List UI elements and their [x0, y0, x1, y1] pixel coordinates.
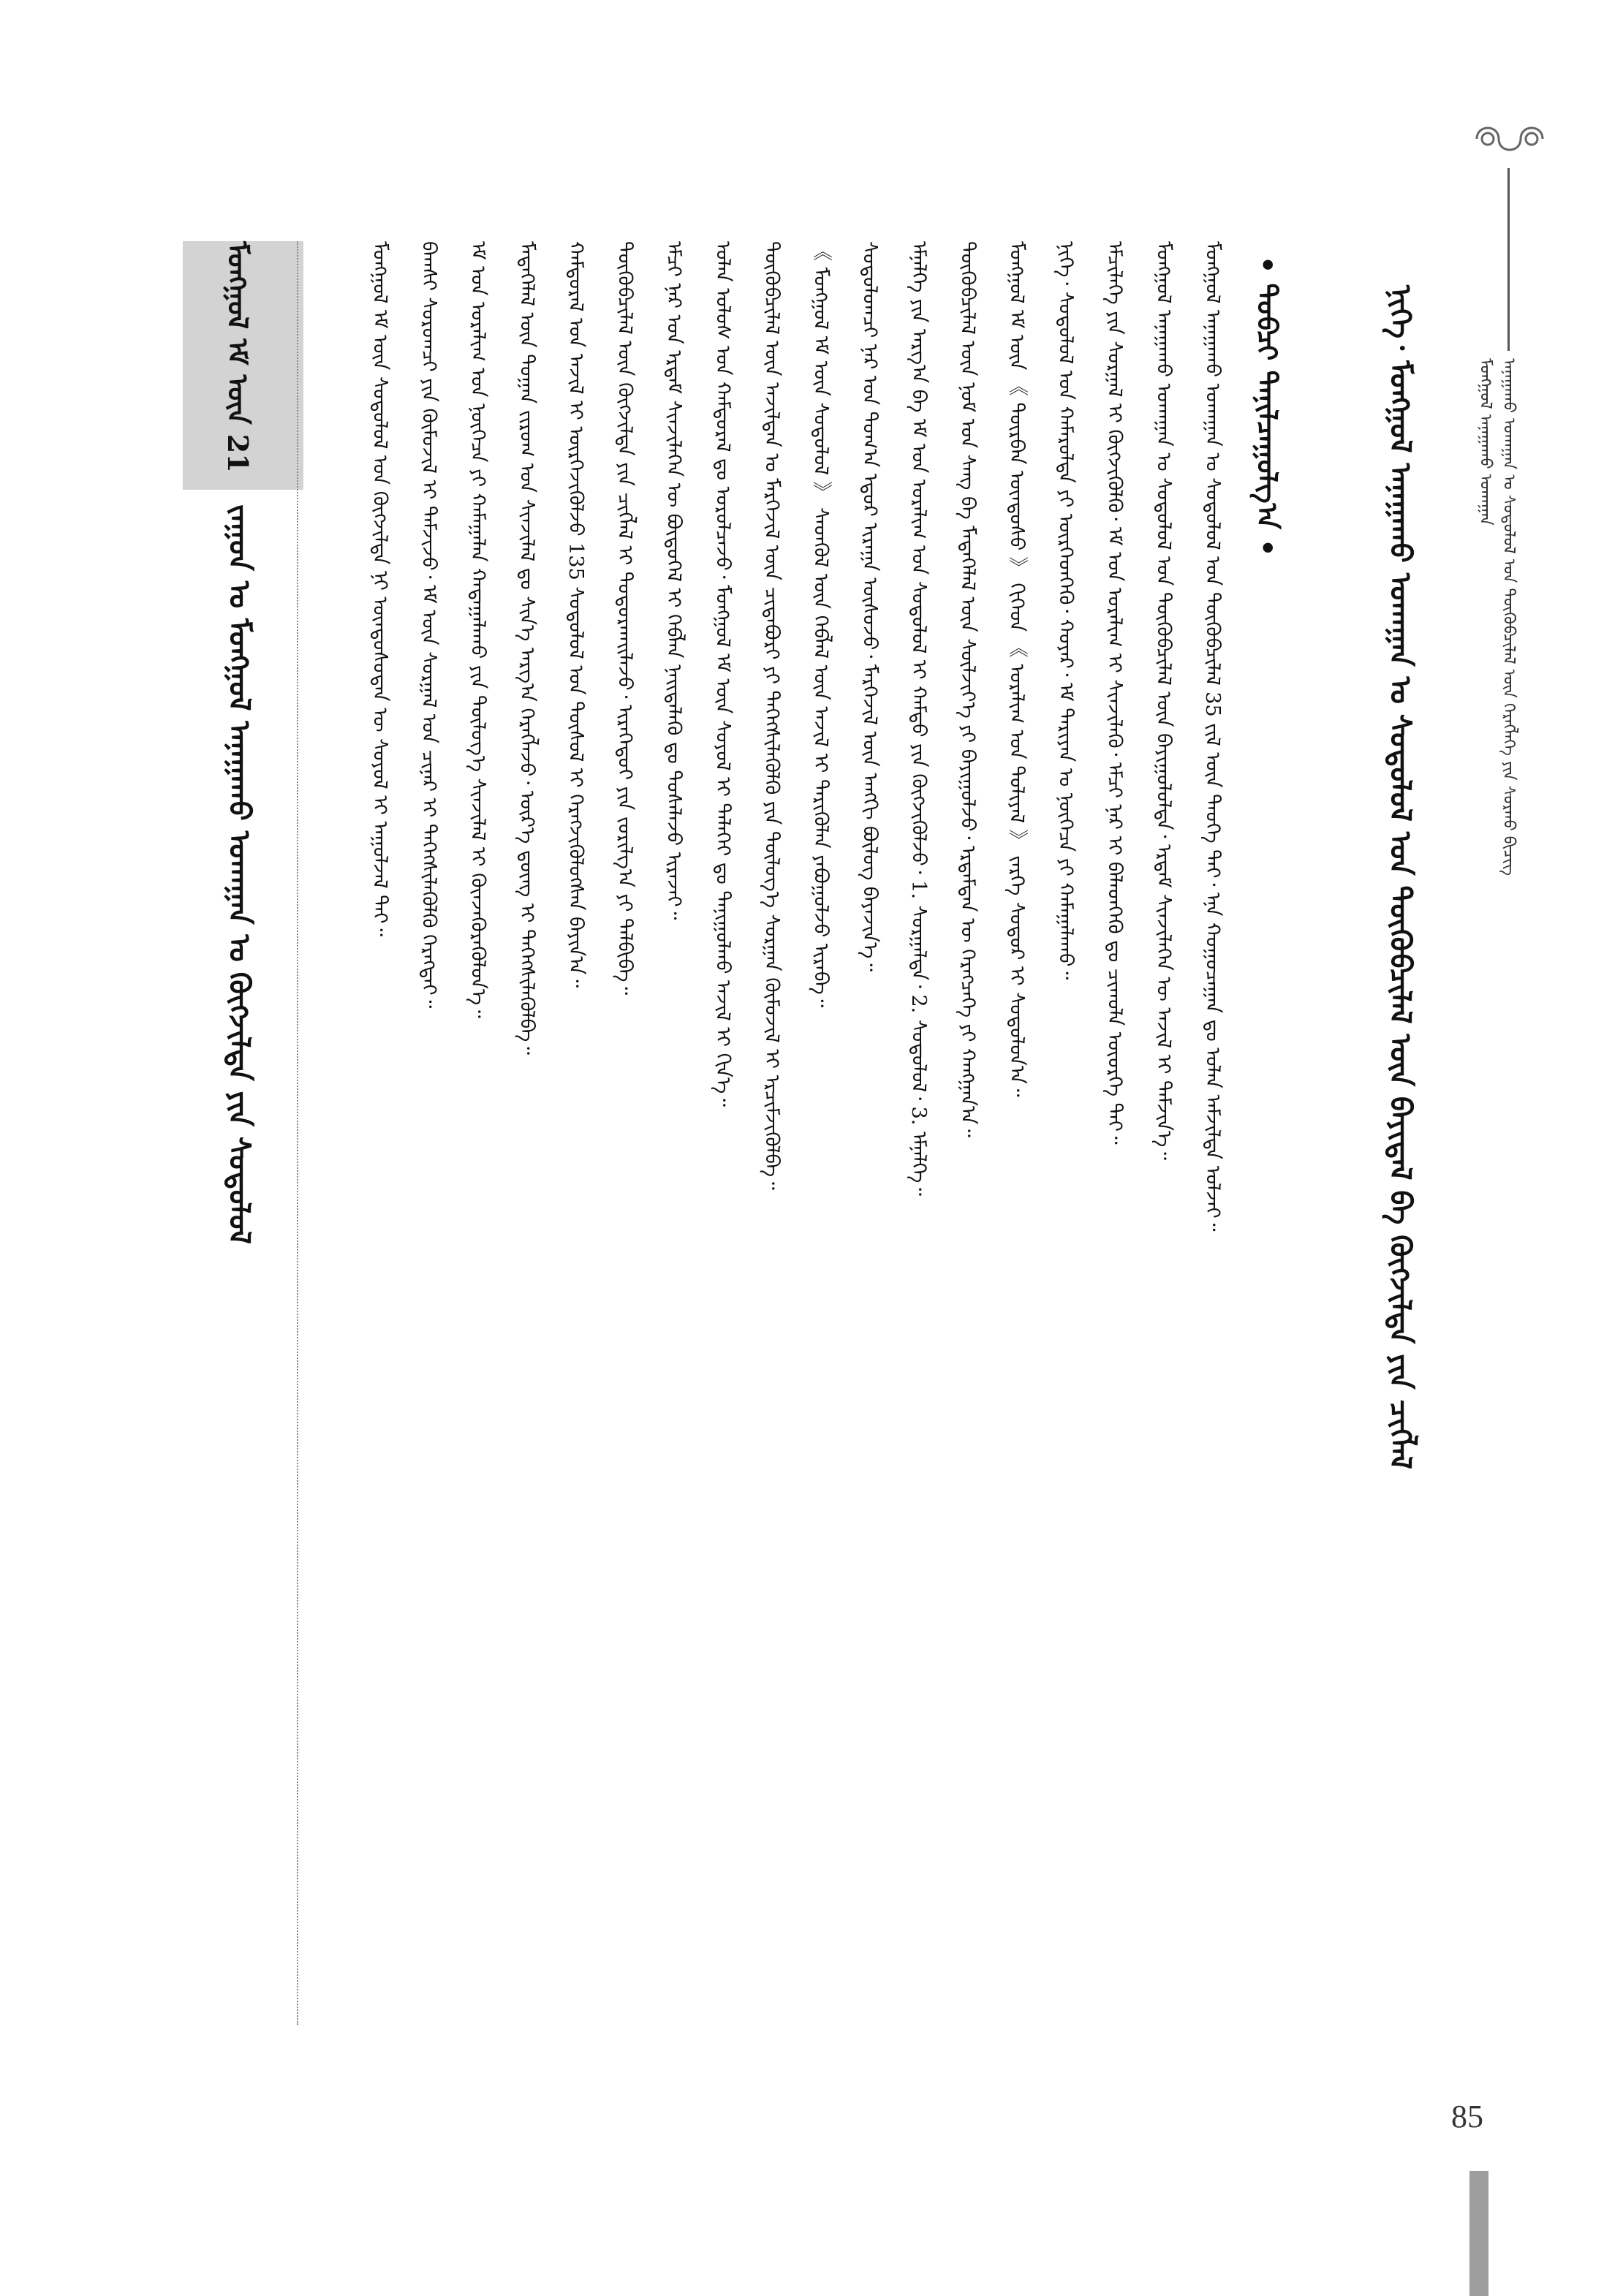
body-line: ᠨᠢᠭᠡ᠂ ᠰᠤᠳᠤᠯᠤᠯ ᠤᠨ ᠬᠠᠮᠠᠷᠤᠯᠲᠠ ᠶᠢ ᠥᠷᠭᠡᠳᠬᠡᠬᠦ᠂ ᠬᠤᠶᠠᠷ᠂ ᠡᠮ ᠲᠠᠷᠢᠶᠠᠨ ᠤ ᠨᠥᠭᠡᠴᠡ ᠶᠢ ᠬᠠᠮᠠᠭᠠᠯᠠᠬᠤ᠃	[1054, 241, 1077, 980]
body-line: ᠮᠣᠩᠭᠣᠯ ᠠᠨᠠᠭᠠᠬᠤ ᠤᠬᠠᠭᠠᠨ ᠤ ᠰᠤᠳᠤᠯᠤᠯ ᠤᠨ ᠲᠦᠭᠦᠪᠴᠢᠯᠡᠯ 35 ᠵᠢᠯ ᠦᠨ ᠲᠡᠦᠬᠡ ᠲᠠᠢ᠂ ᠡᠨᠡ ᠬᠤᠭᠤᠴᠠᠭᠠᠨ ᠳᠤ ᠤᠯᠠᠨ ᠠᠮᠵᠢᠯᠲᠠ ᠣᠯᠵᠠᠢ᠃	[1201, 241, 1224, 1232]
body-line: ᠲᠦᠭᠦᠪᠴᠢᠯᠡᠯ ᠦᠨ ᠠᠵᠢᠯᠲᠠᠨ ᠤ ᠮᠡᠷᠭᠡᠵᠢᠯ ᠦᠨ ᠴᠢᠳᠠᠪᠤᠷᠢ ᠶᠢ ᠳᠡᠭᠡᠭᠰᠢᠯᠡᠭᠦᠯᠬᠦ ᠶᠢᠨ ᠲᠥᠯᠥᠭ᠎ᠡ ᠰᠤᠷᠭᠠᠨ ᠬᠦᠮᠦᠵᠢᠯ ᠢ ᠡᠷᠴᠢᠮᠵᠢᠭᠦᠯᠪᠡ᠃	[760, 241, 783, 1190]
body-line: ᠰᠤᠳᠤᠯᠤᠭᠴᠢ ᠨᠠᠷ ᠤᠨ ᠲᠣᠭ᠎ᠠ ᠡᠳᠦᠷ ᠢᠷᠠᠭᠠ ᠥᠰᠦᠵᠦ᠂ ᠮᠡᠷᠭᠡᠵᠢᠯ ᠦᠨ ᠠᠩᠭᠢ ᠪᠦᠯᠦᠭ ᠪᠡᠶᠡᠵᠢᠨ᠎ᠡ᠃	[858, 241, 881, 972]
footer-dotted-rule	[297, 241, 298, 2025]
running-title: ᠠᠨᠠᠭᠠᠬᠤ ᠤᠬᠠᠭᠠᠨ ᠤ ᠰᠤᠳᠤᠯᠤᠯ ᠤᠨ ᠲᠦᠭᠦᠪᠴᠢᠯᠡᠯ ᠦᠨ ᠬᠡᠷᠡᠭᠯᠡᠭᠡ ᠶᠢᠨ ᠰᠤᠷᠬᠤ ᠪᠢᠴᠢᠭ	[1499, 358, 1518, 876]
body-line: ᠡᠮ ᠤᠨ ᠤᠷᠠᠯᠢᠭ ᠤᠨ ᠨᠥᠭᠡᠴᠡ ᠶᠢ ᠬᠠᠮᠠᠭᠠᠯᠠᠨ ᠬᠠᠳᠠᠭᠠᠯᠠᠬᠤ ᠶᠢᠨ ᠲᠥᠯᠥᠭ᠎ᠡ ᠰᠢᠨᠵᠢᠯᠡᠯ ᠢ ᠭᠦᠨᠵᠡᠭᠦᠷᠡᠭᠦᠯᠦᠨ᠎ᠡ᠃	[466, 241, 489, 1018]
footer-title: ᠵᠠᠭᠤᠨ ᠤ ᠮᠣᠩᠭᠣᠯ ᠠᠨᠠᠭᠠᠬᠤ ᠤᠬᠠᠭᠠᠨ ᠤ ᠬᠥᠭᠵᠢᠯᠲᠡ ᠶᠢᠨ ᠰᠤᠳᠤᠯᠤᠯ	[222, 504, 257, 1245]
article-title: ᠨᠢᠭᠡ᠂ ᠮᠣᠩᠭᠣᠯ ᠠᠨᠠᠭᠠᠬᠤ ᠤᠬᠠᠭᠠᠨ ᠤ ᠰᠤᠳᠤᠯᠤᠯ ᠤᠨ ᠲᠦᠭᠦᠪᠴᠢᠯᠡᠯ ᠦᠨ ᠪᠠᠶᠢᠳᠠᠯ ᠪᠠ ᠬᠥᠭᠵᠢᠯᠲᠡ ᠶᠢᠨ ᠴᠢᠭᠯᠡᠯ	[1383, 285, 1418, 1469]
body-line: ᠡᠮᠴᠢᠯᠡᠭᠡ ᠶᠢᠨ ᠰᠤᠷᠭᠠᠯ ᠢ ᠬᠥᠭᠵᠢᠭᠦᠯᠬᠦ᠂ ᠡᠮ ᠤᠨ ᠤᠷᠠᠯᠢᠭ ᠢ ᠰᠢᠨᠵᠢᠯᠡᠬᠦ᠂ ᠡᠮᠴᠢ ᠨᠠᠷ ᠢ ᠪᠡᠯᠡᠳᠬᠡᠬᠦ ᠳᠤ ᠴᠢᠬᠤᠯᠠ ᠦᠦᠷᠭᠡ ᠲᠠᠢ᠃	[1103, 241, 1126, 1145]
header-rule	[1507, 168, 1510, 351]
running-subtitle: ᠮᠣᠩᠭᠣᠯ ᠠᠨᠠᠭᠠᠬᠤ ᠤᠬᠠᠭᠠᠨ	[1476, 358, 1494, 526]
body-line: ᠪᠠᠭᠰᠢ ᠰᠤᠷᠤᠭᠴᠢ ᠶᠢᠨ ᠬᠦᠮᠦᠵᠢᠯ ᠢ ᠳᠡᠮᠵᠢᠵᠦ᠂ ᠡᠮ ᠦᠨ ᠰᠤᠷᠭᠠᠯ ᠤᠨ ᠴᠢᠨᠠᠷ ᠢ ᠳᠡᠭᠡᠭᠰᠢᠯᠡᠭᠦᠯᠬᠦ ᠬᠡᠷᠡᠭᠲᠡᠢ᠃	[417, 241, 440, 1009]
section-subheading: • ᠲᠣᠪᠴᠢ ᠲᠠᠨᠢᠯᠴᠠᠭᠤᠯᠭ᠎ᠠ •	[1251, 256, 1284, 557]
header-ornament-icon	[1469, 117, 1557, 161]
body-line: ᠡᠮᠨᠡᠯᠭᠡ ᠶᠢᠨ ᠠᠷᠭ᠎ᠠ ᠪᠠ ᠡᠮ ᠤᠨ ᠤᠷᠠᠯᠢᠭ ᠤᠨ ᠰᠤᠳᠤᠯᠤᠯ ᠢ ᠬᠠᠮᠲᠤ ᠶᠢᠨ ᠬᠥᠭᠵᠢᠭᠦᠯᠵᠦ᠂ 1. ᠰᠤᠷᠭᠠᠯᠲᠠ᠂ 2. ᠰᠤᠳᠤᠯᠤᠯ᠂ 3. ᠡᠮᠨᠡᠯᠭᠡ᠃	[907, 241, 930, 1197]
footer-band-label: ᠮᠣᠩᠭᠣᠯ ᠡᠮ ᠦᠨ 21	[222, 241, 254, 473]
body-line: ᠮᠣᠩᠭᠣᠯ ᠠᠨᠠᠭᠠᠬᠤ ᠤᠬᠠᠭᠠᠨ ᠤ ᠰᠤᠳᠤᠯᠤᠯ ᠤᠨ ᠲᠦᠭᠦᠪᠴᠢᠯᠡᠯ ᠦᠨ ᠪᠠᠶᠢᠭᠤᠯᠤᠯᠲᠠ᠂ ᠡᠷᠳᠡᠮ ᠰᠢᠨᠵᠢᠯᠡᠭᠡᠨ ᠦ ᠠᠵᠢᠯ ᠢ ᠳᠡᠮᠵᠢᠨ᠎ᠡ᠃	[1152, 241, 1175, 1161]
page-number: 85	[1451, 2099, 1483, 2134]
body-line: ᠲᠦᠭᠦᠪᠴᠢᠯᠡᠯ ᠦᠨ ᠬᠥᠭᠵᠢᠯᠲᠡ ᠶᠢᠨ ᠴᠢᠭᠯᠡᠯ ᠢ ᠲᠣᠳᠣᠷᠬᠠᠢᠯᠠᠵᠤ᠂ ᠢᠷᠡᠭᠡᠳᠦᠢ ᠶᠢᠨ ᠵᠣᠷᠢᠯᠭ᠎ᠠ ᠶᠢ ᠲᠠᠯᠪᠢᠪᠠ᠃	[613, 241, 636, 996]
page-edge-tab	[1469, 2171, 1488, 2296]
body-line: 《 ᠮᠣᠩᠭᠣᠯ ᠡᠮ ᠦᠨ ᠰᠤᠳᠤᠯᠤᠯ 》 ᠰᠡᠳᠬᠦᠯ ᠦᠨ ᠬᠡᠪᠯᠡᠯ ᠦᠨ ᠠᠵᠢᠯ ᠢ ᠲᠡᠷᠢᠭᠦᠯᠡᠨ ᠶᠠᠪᠤᠭᠤᠯᠵᠤ ᠢᠷᠡᠪᠡ᠃	[809, 241, 832, 1008]
body-line: ᠡᠮᠴᠢ ᠨᠠᠷ ᠤᠨ ᠡᠷᠳᠡᠮ ᠰᠢᠨᠵᠢᠯᠡᠭᠡᠨ ᠦ ᠪᠦᠲᠦᠭᠡᠯ ᠢ ᠬᠡᠪᠯᠡᠨ ᠨᠡᠢᠲᠡᠯᠡᠬᠦ ᠳᠤ ᠲᠤᠰᠠᠯᠠᠵᠤ ᠢᠷᠡᠵᠡᠢ᠃	[662, 241, 685, 920]
body-line: ᠲᠦᠭᠦᠪᠴᠢᠯᠡᠯ ᠦᠨ ᠨᠣᠮ ᠤᠨ ᠰᠠᠩ ᠪᠠ ᠮᠡᠳᠡᠭᠡᠯᠡᠯ ᠦᠨ ᠰᠦᠯᠵᠢᠶ᠎ᠡ ᠶᠢ ᠪᠠᠶᠢᠭᠤᠯᠵᠤ᠂ ᠡᠷᠳᠡᠮᠲᠡᠨ ᠦ ᠬᠡᠷᠡᠭᠴᠡᠭᠡ ᠶᠢ ᠬᠠᠩᠭᠠᠨ᠎ᠠ᠃	[956, 241, 979, 1137]
body-line: ᠮᠡᠳᠡᠭᠡᠯᠡᠯ ᠦᠨ ᠲᠣᠭᠠᠨ ᠵᠢᠷᠤᠭ ᠤᠨ ᠰᠢᠨᠵᠢᠯᠡᠯ ᠳᠤ ᠰᠢᠨ᠎ᠡ ᠠᠷᠭ᠎ᠠ ᠬᠡᠷᠡᠭᠯᠡᠵᠦ᠂ ᠦᠷ᠎ᠡ ᠳ᠋ᠦᠩ ᠢ ᠳᠡᠭᠡᠭᠰᠢᠯᠡᠭᠦᠯᠪᠡ᠃	[515, 241, 538, 1056]
body-line: ᠮᠣᠩᠭᠣᠯ ᠡᠮ ᠦᠨ ᠰᠤᠳᠤᠯᠤᠯ ᠤᠨ ᠬᠥᠭᠵᠢᠯᠲᠡ ᠨᠢ ᠦᠨᠳᠦᠰᠦᠲᠡᠨ ᠦ ᠰᠣᠶᠣᠯ ᠢ ᠠᠭᠤᠯᠵᠠᠯ ᠲᠠᠢ᠃	[368, 241, 391, 937]
body-line: ᠬᠠᠮᠲᠤᠷᠠᠯ ᠤᠨ ᠠᠵᠢᠯ ᠢ ᠥᠷᠭᠡᠵᠢᠭᠦᠯᠵᠦ 135 ᠰᠤᠳᠤᠯᠤᠯ ᠤᠨ ᠲᠥᠰᠥᠯ ᠢ ᠬᠡᠷᠡᠭᠵᠢᠭᠦᠯᠦᠭᠰᠡᠨ ᠪᠠᠶᠢᠨ᠎ᠠ᠃	[564, 241, 587, 988]
body-line: ᠮᠣᠩᠭᠣᠯ ᠡᠮ ᠦᠨ 《 ᠳᠥᠷᠪᠡᠨ ᠦᠨᠳᠦᠰᠦ 》 ᠬᠢᠭᠡᠳ 《 ᠤᠷᠠᠯᠢᠭ ᠤᠨ ᠳᠤᠯᠢᠶᠠᠯ 》 ᠵᠡᠷᠭᠡ ᠰᠤᠳᠤᠷ ᠢ ᠰᠤᠳᠤᠯᠤᠨ᠎ᠠ᠃	[1005, 241, 1028, 1097]
body-line: ᠣᠯᠠᠨ ᠤᠯᠤᠰ ᠤᠨ ᠬᠠᠮᠲᠤᠷᠠᠯ ᠳᠤ ᠣᠷᠣᠯᠴᠠᠵᠤ᠂ ᠮᠣᠩᠭᠣᠯ ᠡᠮ ᠦᠨ ᠰᠣᠶᠣᠯ ᠢ ᠳᠡᠯᠡᠬᠡᠢ ᠳᠤ ᠲᠠᠨᠢᠭᠤᠯᠬᠤ ᠠᠵᠢᠯ ᠢ ᠬᠢᠨ᠎ᠡ᠃	[711, 241, 734, 1107]
